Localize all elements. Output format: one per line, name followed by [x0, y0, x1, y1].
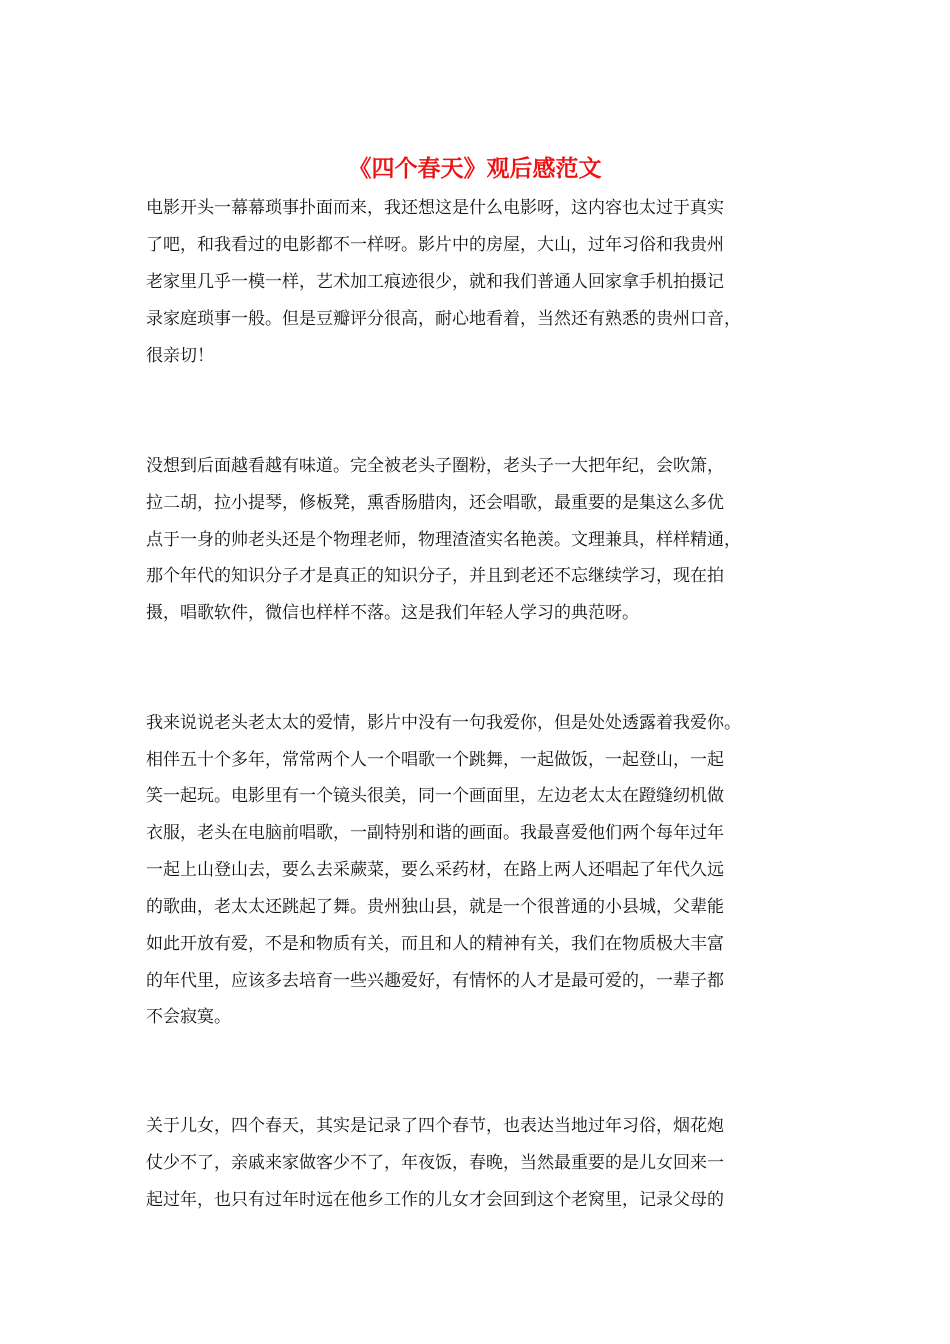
document-title: 《四个春天》观后感范文 [348, 155, 602, 182]
paragraph-4-line-1: 关于儿女，四个春天，其实是记录了四个春节，也表达当地过年习俗，烟花炮 [146, 1116, 724, 1136]
paragraph-4-line-3: 起过年，也只有过年时远在他乡工作的儿女才会回到这个老窝里，记录父母的 [146, 1190, 724, 1210]
paragraph-1-line-1: 电影开头一幕幕琐事扑面而来，我还想这是什么电影呀，这内容也太过于真实 [146, 198, 724, 218]
paragraph-1-line-5: 很亲切！ [146, 346, 214, 366]
paragraph-1-line-2: 了吧，和我看过的电影都不一样呀。影片中的房屋，大山，过年习俗和我贵州 [146, 235, 724, 255]
paragraph-3-line-4: 衣服，老头在电脑前唱歌，一副特别和谐的画面。我最喜爱他们两个每年过年 [146, 823, 724, 843]
paragraph-3-line-2: 相伴五十个多年，常常两个人一个唱歌一个跳舞，一起做饭，一起登山，一起 [146, 750, 724, 770]
paragraph-3-line-6: 的歌曲，老太太还跳起了舞。贵州独山县，就是一个很普通的小县城，父辈能 [146, 897, 724, 917]
paragraph-3-line-7: 如此开放有爱，不是和物质有关，而且和人的精神有关，我们在物质极大丰富 [146, 934, 724, 954]
paragraph-2-line-1: 没想到后面越看越有味道。完全被老头子圈粉，老头子一大把年纪，会吹箫， [146, 456, 724, 476]
paragraph-3-line-3: 笑一起玩。电影里有一个镜头很美，同一个画面里，左边老太太在蹬缝纫机做 [146, 786, 724, 806]
paragraph-2-line-4: 那个年代的知识分子才是真正的知识分子，并且到老还不忘继续学习，现在拍 [146, 566, 724, 586]
paragraph-2-line-2: 拉二胡，拉小提琴，修板凳，熏香肠腊肉，还会唱歌，最重要的是集这么多优 [146, 493, 724, 513]
paragraph-3-line-9: 不会寂寞。 [146, 1007, 231, 1027]
paragraph-1-line-3: 老家里几乎一模一样，艺术加工痕迹很少，就和我们普通人回家拿手机拍摄记 [146, 272, 724, 292]
paragraph-3-line-1: 我来说说老头老太太的爱情，影片中没有一句我爱你，但是处处透露着我爱你。 [146, 713, 741, 733]
paragraph-2-line-3: 点于一身的帅老头还是个物理老师，物理渣渣实名艳羡。文理兼具，样样精通， [146, 530, 741, 550]
paragraph-4-line-2: 仗少不了，亲戚来家做客少不了，年夜饭，春晚，当然最重要的是儿女回来一 [146, 1153, 724, 1173]
paragraph-1-line-4: 录家庭琐事一般。但是豆瓣评分很高，耐心地看着，当然还有熟悉的贵州口音， [146, 309, 741, 329]
paragraph-3-line-5: 一起上山登山去，要么去采蕨菜，要么采药材，在路上两人还唱起了年代久远 [146, 860, 724, 880]
paragraph-2-line-5: 摄，唱歌软件，微信也样样不落。这是我们年轻人学习的典范呀。 [146, 603, 639, 623]
paragraph-3-line-8: 的年代里，应该多去培育一些兴趣爱好，有情怀的人才是最可爱的，一辈子都 [146, 971, 724, 991]
